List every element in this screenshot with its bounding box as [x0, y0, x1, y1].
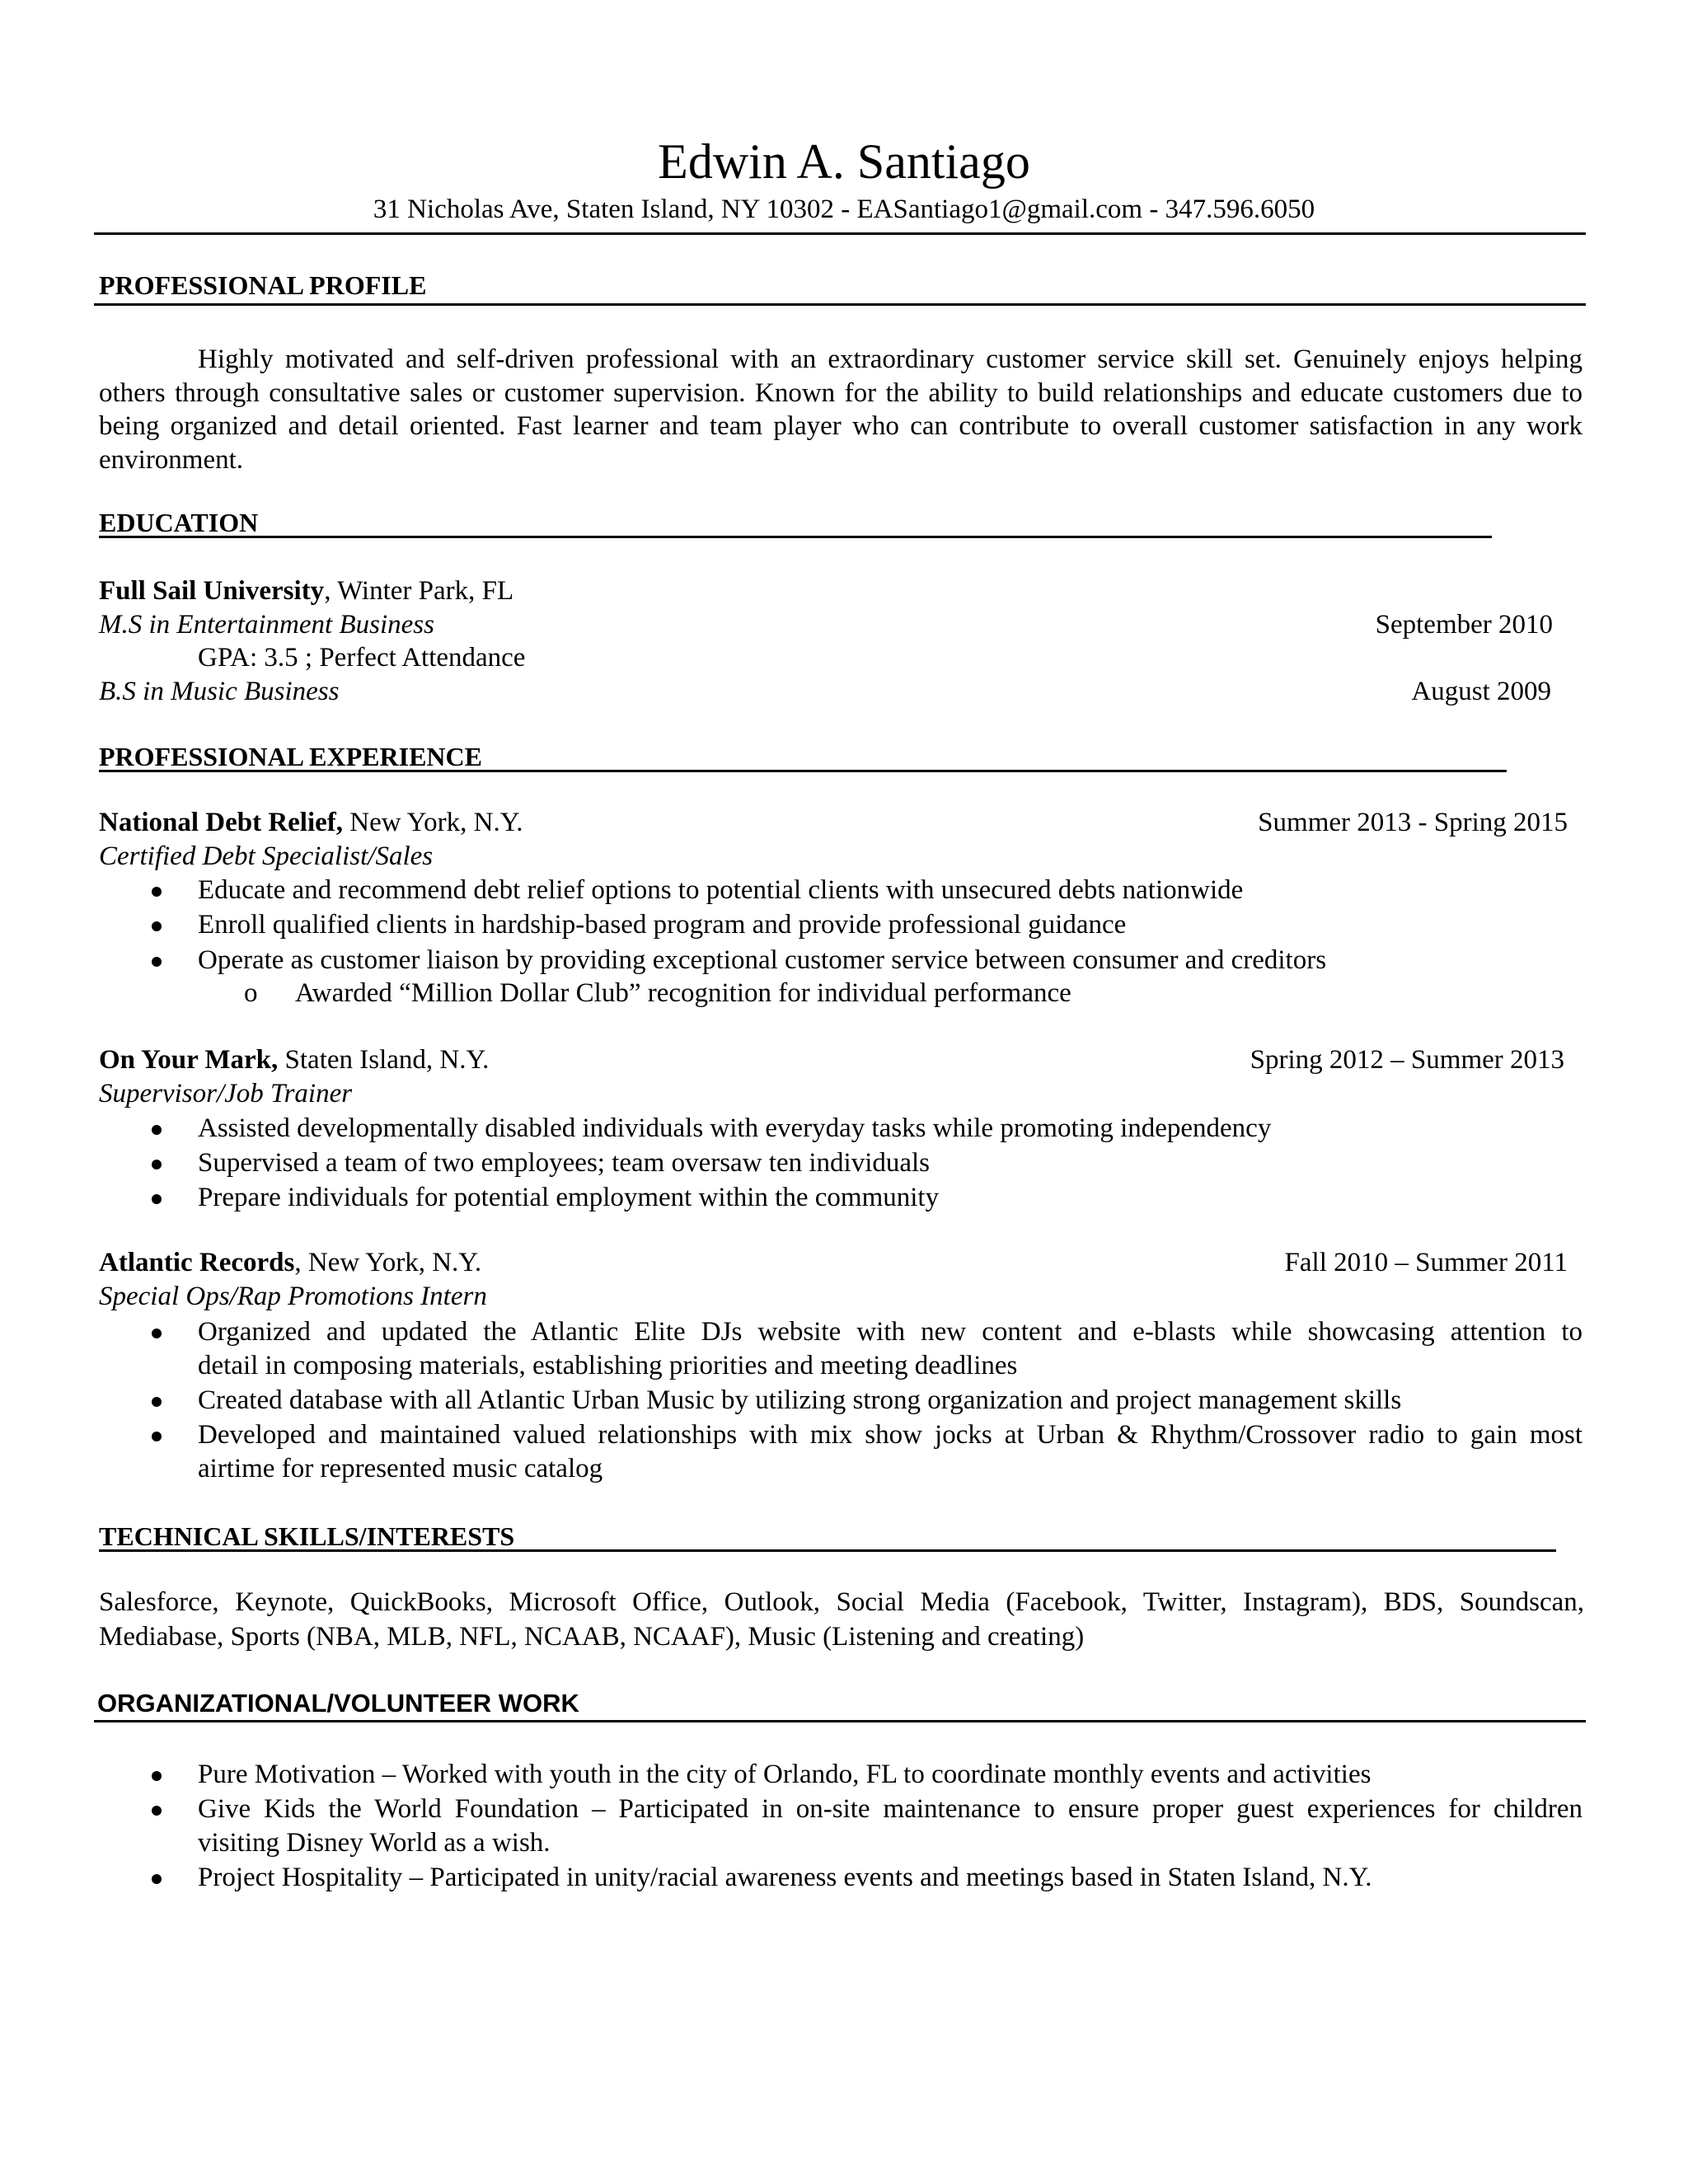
- education-heading-rule: [99, 536, 1492, 538]
- volunteer-heading-rule: [94, 1720, 1586, 1722]
- job-sub-bullet: Awarded “Million Dollar Club” recognition for individual performance: [295, 978, 1071, 1008]
- job-company: On Your Mark,: [99, 1045, 279, 1075]
- job-dates: Fall 2010 – Summer 2011: [1284, 1248, 1568, 1277]
- job-title: Supervisor/Job Trainer: [99, 1079, 353, 1108]
- job-bullet: Educate and recommend debt relief options to potential clients with unsecured debts nationwide: [198, 875, 1244, 905]
- experience-heading-rule: [99, 770, 1507, 772]
- job-location: , New York, N.Y.: [294, 1248, 482, 1277]
- skills-line: Mediabase, Sports (NBA, MLB, NFL, NCAAB, NCAAF), Music (Listening and creating): [99, 1622, 1085, 1652]
- skills-line: Salesforce, Keynote, QuickBooks, Microsoft Office, Outlook, Social Media (Facebook, Twitter, Instagram), BDS, Soundscan,: [99, 1587, 1584, 1617]
- bullet-icon: [152, 957, 162, 967]
- degree-ms-detail: GPA: 3.5 ; Perfect Attendance: [198, 643, 526, 673]
- job-header: [99, 1043, 489, 1077]
- job-bullet: Developed and maintained valued relationships with mix show jocks at Urban & Rhythm/Crossover radio to gain most: [198, 1420, 1582, 1450]
- job-title: Special Ops/Rap Promotions Intern: [99, 1282, 487, 1311]
- job-bullet: Assisted developmentally disabled individuals with everyday tasks while promoting independency: [198, 1113, 1272, 1143]
- contact-line: 31 Nicholas Ave, Staten Island, NY 10302 - EASantiago1@gmail.com - 347.596.6050: [373, 194, 1315, 224]
- volunteer-item-continued: visiting Disney World as a wish.: [198, 1828, 551, 1858]
- job-location: Staten Island, N.Y.: [278, 1045, 490, 1075]
- job-bullet: Prepare individuals for potential employment within the community: [198, 1183, 940, 1212]
- job-header: [99, 806, 523, 840]
- job-title: Certified Debt Specialist/Sales: [99, 841, 434, 871]
- bullet-icon: [152, 1194, 162, 1204]
- bullet-icon: [152, 1874, 162, 1884]
- job-bullet-continued: detail in composing materials, establishing priorities and meeting deadlines: [198, 1351, 1018, 1380]
- degree-bs-date: August 2009: [1411, 677, 1551, 706]
- degree-bs: B.S in Music Business: [99, 677, 340, 706]
- resume-name: Edwin A. Santiago: [658, 134, 1030, 189]
- bullet-icon: [152, 1771, 162, 1781]
- profile-heading: PROFESSIONAL PROFILE: [99, 270, 427, 300]
- education-heading: EDUCATION: [99, 508, 259, 537]
- profile-paragraph: Highly motivated and self-driven professional with an extraordinary customer service skill set. Genuinely enjoys helping others through consultative sales or customer supervision. Known for the ability to build relationships and educate customers due to being organized and detail oriented. Fast learner and team player who can contribute to overall customer satisfaction in any work environment.: [99, 344, 1582, 475]
- degree-ms: M.S in Entertainment Business: [99, 610, 434, 640]
- profile-heading-rule: [94, 303, 1586, 306]
- bullet-icon: [152, 1125, 162, 1135]
- volunteer-item: Project Hospitality – Participated in unity/racial awareness events and meetings based in Staten Island, N.Y.: [198, 1863, 1372, 1892]
- header-rule: [94, 232, 1586, 235]
- job-location: New York, N.Y.: [343, 808, 523, 837]
- volunteer-item: Pure Motivation – Worked with youth in the city of Orlando, FL to coordinate monthly events and activities: [198, 1760, 1372, 1789]
- experience-heading: PROFESSIONAL EXPERIENCE: [99, 742, 482, 771]
- education-school-line: [99, 574, 513, 608]
- job-bullet: Supervised a team of two employees; team oversaw ten individuals: [198, 1148, 931, 1178]
- job-dates: Summer 2013 - Spring 2015: [1258, 808, 1568, 837]
- job-dates: Spring 2012 – Summer 2013: [1250, 1045, 1564, 1075]
- volunteer-item: Give Kids the World Foundation – Participated in on-site maintenance to ensure proper guest experiences for children: [198, 1794, 1582, 1824]
- job-company: National Debt Relief,: [99, 808, 344, 837]
- volunteer-heading: ORGANIZATIONAL/VOLUNTEER WORK: [97, 1689, 579, 1718]
- degree-ms-date: September 2010: [1375, 610, 1553, 640]
- job-bullet: Created database with all Atlantic Urban Music by utilizing strong organization and project management skills: [198, 1385, 1402, 1415]
- bullet-icon: [152, 1160, 162, 1169]
- job-bullet: Operate as customer liaison by providing exceptional customer service between consumer and creditors: [198, 945, 1327, 975]
- job-company: Atlantic Records: [99, 1248, 295, 1277]
- bullet-icon: [152, 921, 162, 931]
- skills-heading-rule: [99, 1549, 1556, 1552]
- bullet-icon: [152, 1397, 162, 1407]
- skills-heading: TECHNICAL SKILLS/INTERESTS: [99, 1521, 515, 1551]
- job-bullet: Organized and updated the Atlantic Elite DJs website with new content and e-blasts while showcasing attention to: [198, 1317, 1582, 1347]
- bullet-icon: [152, 1329, 162, 1338]
- sub-bullet-marker: o: [244, 978, 258, 1008]
- bullet-icon: [152, 887, 162, 897]
- school-location: , Winter Park, FL: [324, 576, 514, 606]
- job-bullet-continued: airtime for represented music catalog: [198, 1454, 603, 1483]
- bullet-icon: [152, 1432, 162, 1441]
- bullet-icon: [152, 1806, 162, 1816]
- job-bullet: Enroll qualified clients in hardship-based program and provide professional guidance: [198, 910, 1127, 940]
- school-name: Full Sail University: [99, 576, 325, 606]
- job-header: [99, 1246, 481, 1280]
